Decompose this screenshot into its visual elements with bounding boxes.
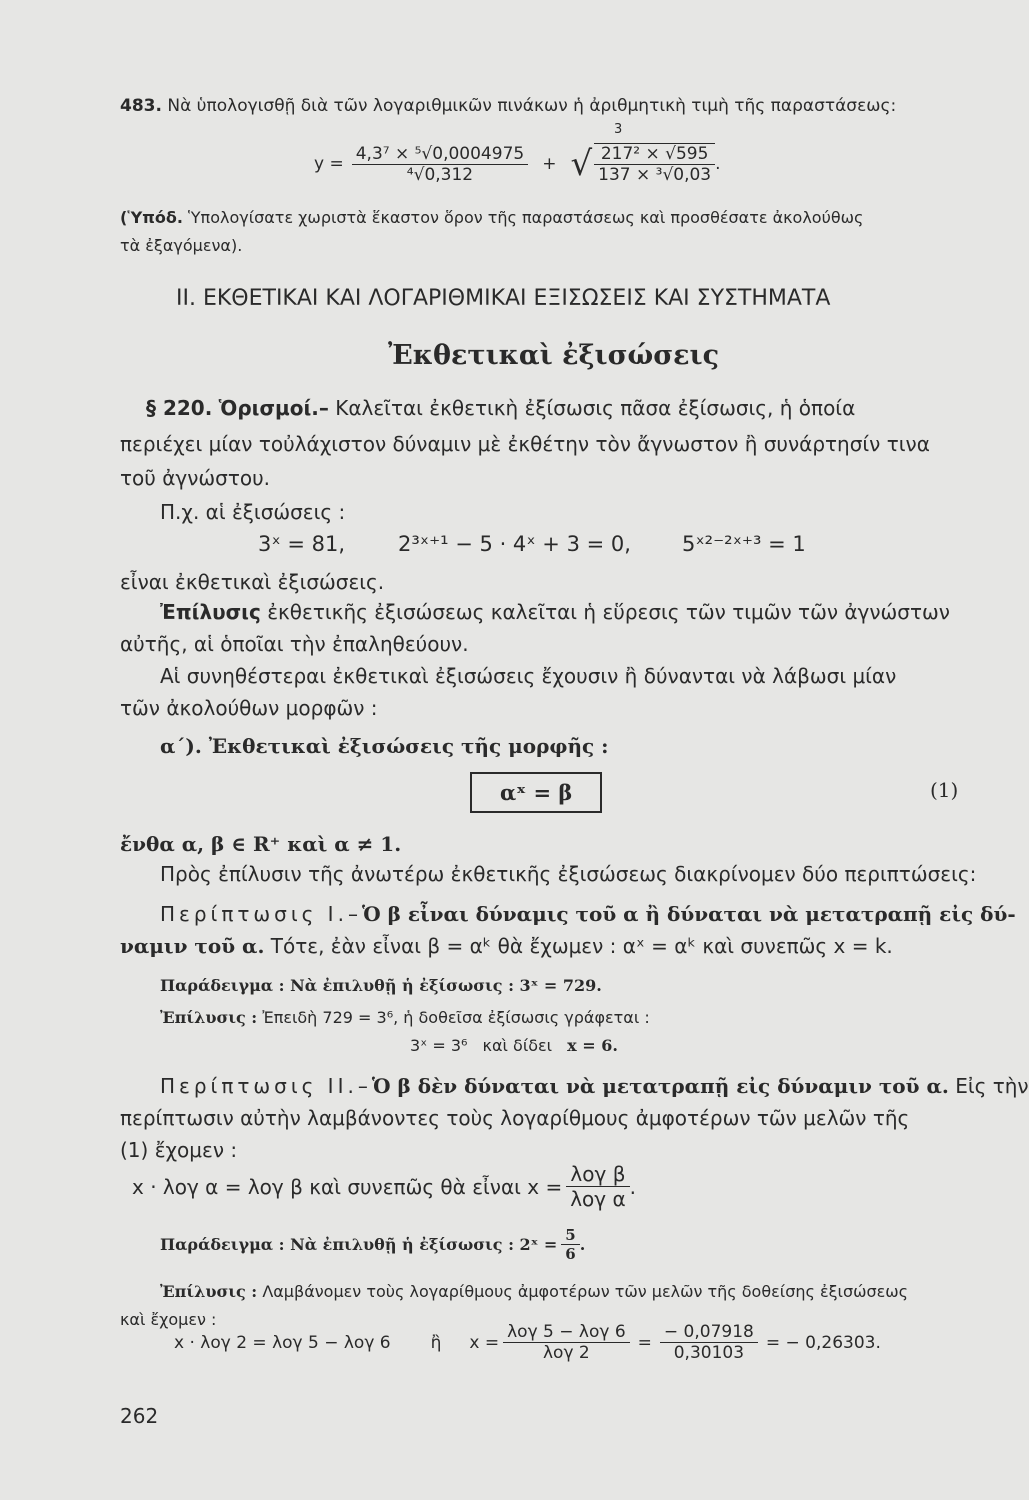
page-number: 262 [120,1404,159,1428]
example-denominator: 6 [565,1245,576,1263]
fraction-2-denominator: 137 × ³√0,03 [598,165,712,185]
solution-def-line-2: αὐτῆς, αἱ ὁποῖαι τὴν ἐπαληθεύουν. [120,632,469,656]
final-fraction-2 [660,1322,758,1363]
equation-number: (1) [930,778,959,802]
case-1-solution-text: Ἐπειδὴ 729 = 3⁶, ἡ δοθεῖσα ἐξίσωσις γράφεται : [262,1008,650,1027]
formula-fraction-2 [594,143,715,185]
form-a-label: α΄). Ἐκθετικαὶ ἐξισώσεις τῆς μορφῆς : [160,734,609,758]
final-numerator-1: λογ 5 − λογ 6 [503,1322,630,1343]
example-numerator: 5 [561,1226,579,1245]
case-1-bold-2: ναμιν τοῦ α. [120,934,265,958]
definition-heading: Ὁρισμοί.– [218,396,329,420]
example-eq-2: 2³ˣ⁺¹ − 5 · 4ˣ + 3 = 0, [398,532,631,556]
case-2-bold: Ὁ β δὲν δύναται νὰ μετατραπῇ εἰς δύναμιν τοῦ α. [371,1074,949,1098]
example-eq-3: 5ˣ²⁻²ˣ⁺³ = 1 [682,532,806,556]
final-x: x = [469,1332,500,1353]
case-1-rest: Τότε, ἐὰν εἶναι β = αᵏ θὰ ἔχωμεν : αˣ = αᵏ καὶ συνεπῶς x = k. [270,934,893,958]
case-1-label: Περίπτωσις Ι.– [160,902,362,926]
problem-483 [120,96,896,116]
cube-root-index: 3 [614,122,623,137]
definition-text-1: Καλεῖται ἐκθετικὴ ἐξίσωσις πᾶσα ἐξίσωσις, ἡ ὁποία [335,396,856,420]
example-eq-1: 3ˣ = 81, [258,532,346,556]
hint-line-2: τὰ ἐξαγόμενα). [120,236,243,255]
example-after: εἶναι ἐκθετικαὶ ἐξισώσεις. [120,570,385,594]
case-2-formula [132,1162,636,1211]
subsection-title: Ἐκθετικαὶ ἐξισώσεις [388,340,720,371]
form-a-boxed-equation: αˣ = β [470,772,602,813]
case-1-solution-label: Ἐπίλυσις : [160,1008,258,1027]
problem-number: 483. [120,96,162,116]
case-1-result-text: καὶ δίδει [482,1036,553,1055]
example-label: Π.χ. αἱ ἐξισώσεις : [160,500,346,524]
plus-sign: + [542,154,557,174]
paragraph-number: § 220. [146,396,213,420]
solution-def-text: ἐκθετικῆς ἐξισώσεως καλεῖται ἡ εὕρεσις τῶν τιμῶν τῶν ἀγνώστων [267,600,950,624]
solution-def-line-1 [160,600,950,624]
case-1-result-eq: 3ˣ = 3⁶ [410,1036,468,1055]
case-2-solution-text: Λαμβάνομεν τοὺς λογαρίθμους ἀμφοτέρων τῶν μελῶν τῆς δοθείσης ἐξισώσεως [262,1282,909,1301]
solution-term: Ἐπίλυσις [160,600,261,624]
case-1-example: Παράδειγμα : Νὰ ἐπιλυθῇ ἡ ἐξίσωσις : 3ˣ = 729. [160,976,602,995]
case-1-solution [160,1008,650,1027]
definition-line-2: περιέχει μίαν τοὐλάχιστον δύναμιν μὲ ἐκθέτην τὸν ἄγνωστον ἢ συνάρτησίν τινα [120,432,930,456]
radical-icon: √ [570,144,593,184]
definition-line-3: τοῦ ἀγνώστου. [120,466,271,490]
fraction-2-numerator: 217² × √595 [594,144,715,165]
formula-fraction [566,1162,629,1211]
case-1-result-bold: x = 6. [567,1036,618,1055]
case-1-line-1 [160,902,1016,926]
case-1-result [410,1036,618,1055]
y-label: y = [314,154,344,174]
problem-formula [314,143,721,185]
final-or: ἢ [430,1332,442,1353]
case-2-line-3: (1) ἔχομεν : [120,1138,238,1162]
case-2-rest: Εἰς τὴν [955,1074,1029,1098]
final-numerator-2: − 0,07918 [660,1322,758,1343]
fraction-1-denominator: ⁴√0,312 [406,164,474,185]
case-2-line-1 [160,1074,1029,1098]
formula-fraction-1 [352,144,528,185]
hint-label: (Ὑπόδ. [120,208,183,227]
case-2-example-label: Παράδειγμα : Νὰ ἐπιλυθῇ ἡ ἐξίσωσις : 2ˣ = [160,1235,558,1254]
formula-denominator: λογ α [570,1187,626,1211]
case-2-example [160,1226,585,1263]
case-2-solution [160,1282,908,1301]
case-2-solution-line-2: καὶ ἔχομεν : [120,1310,217,1329]
case-2-example-fraction [561,1226,579,1263]
case-1-bold: Ὁ β εἶναι δύναμις τοῦ α ἢ δύναται νὰ μετατραπῇ εἰς δύ- [361,902,1016,926]
final-left: x · λογ 2 = λογ 5 − λογ 6 [174,1332,391,1353]
fraction-1-numerator: 4,3⁷ × ⁵√0,0004975 [352,144,528,165]
distinguish-line: Πρὸς ἐπίλυσιν τῆς ἀνωτέρω ἐκθετικῆς ἐξισώσεως διακρίνομεν δύο περιπτώσεις: [160,862,977,886]
complex-line-1: Αἱ συνηθέστεραι ἐκθετικαὶ ἐξισώσεις ἔχουσιν ἢ δύνανται νὰ λάβωσι μίαν [160,664,897,688]
hint-line-1 [120,208,863,227]
section-title: ΙΙ. ΕΚΘΕΤΙΚΑΙ ΚΑΙ ΛΟΓΑΡΙΘΜΙΚΑΙ ΕΞΙΣΩΣΕΙΣ ΚΑΙ ΣΥΣΤΗΜΑΤΑ [176,286,831,311]
form-a-condition: ἔνθα α, β ∈ R⁺ καὶ α ≠ 1. [120,832,402,856]
formula-end: . [715,154,721,174]
final-fraction-1 [503,1322,630,1363]
formula-numerator: λογ β [566,1162,629,1187]
case-1-line-2 [120,934,893,958]
formula-end: . [629,1174,637,1199]
hint-text: Ὑπολογίσατε χωριστὰ ἕκαστον ὅρον τῆς παραστάσεως καὶ προσθέσατε ἀκολούθως [188,208,864,227]
final-denominator-1: λογ 2 [543,1343,590,1363]
final-result: = − 0,26303. [765,1332,881,1353]
definition-line-1 [146,396,855,420]
final-equals: = [637,1332,652,1353]
complex-line-2: τῶν ἀκολούθων μορφῶν : [120,696,378,720]
case-2-label: Περίπτωσις ΙΙ.– [160,1074,372,1098]
final-denominator-2: 0,30103 [673,1343,745,1363]
case-2-final [174,1322,881,1363]
case-2-line-2: περίπτωσιν αὐτὴν λαμβάνοντες τοὺς λογαρίθμους ἀμφοτέρων τῶν μελῶν τῆς [120,1106,910,1130]
case-2-solution-label: Ἐπίλυσις : [160,1282,258,1301]
formula-left: x · λογ α = λογ β καὶ συνεπῶς θὰ εἶναι x = [132,1174,563,1199]
case-2-example-end: . [579,1235,586,1254]
problem-text: Νὰ ὑπολογισθῇ διὰ τῶν λογαριθμικῶν πινάκων ἡ ἀριθμητικὴ τιμὴ τῆς παραστάσεως: [167,96,897,116]
